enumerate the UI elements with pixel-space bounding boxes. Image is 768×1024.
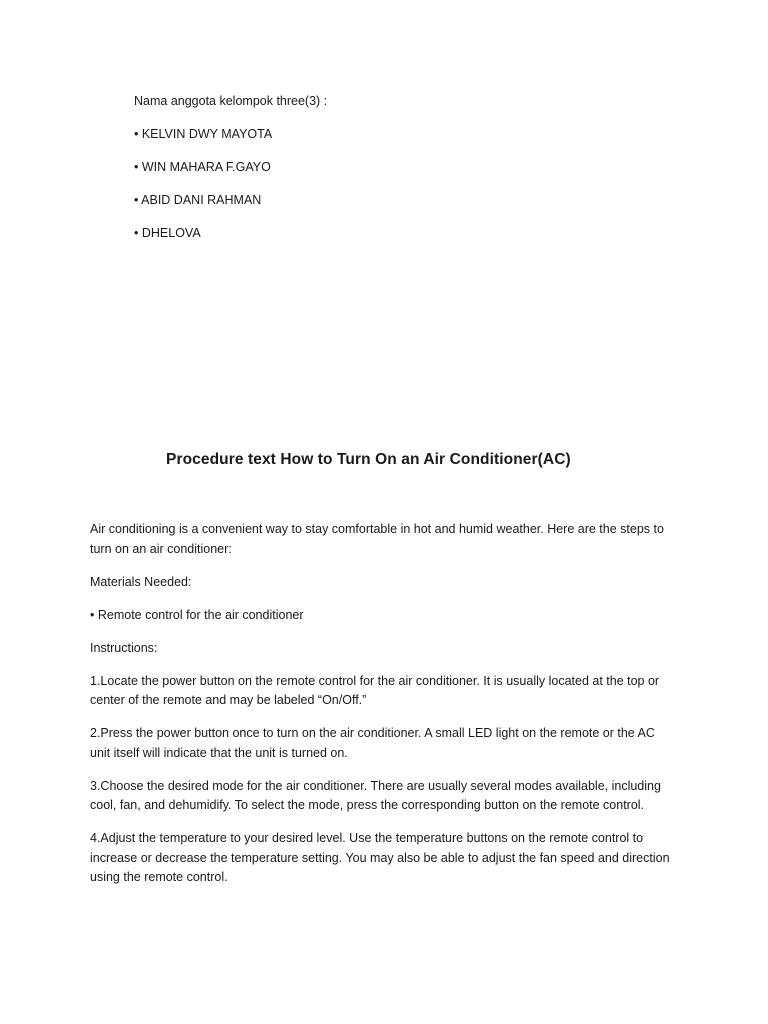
procedure-body — [90, 520, 674, 901]
instruction-step: 2.Press the power button once to turn on the air conditioner. A small LED light on the remote or the AC unit itself will indicate that the unit is turned on. — [90, 726, 655, 760]
document-title: Procedure text How to Turn On an Air Conditioner(AC) — [166, 451, 571, 468]
instructions-heading: Instructions: — [90, 640, 158, 655]
group-members-section — [134, 93, 327, 258]
member-item: • ABID DANI RAHMAN — [134, 193, 262, 207]
materials-heading: Materials Needed: — [90, 574, 192, 589]
member-item: • KELVIN DWY MAYOTA — [134, 127, 273, 141]
members-heading: Nama anggota kelompok three(3) : — [134, 94, 328, 108]
member-item: • WIN MAHARA F.GAYO — [134, 160, 271, 174]
instruction-step: 1.Locate the power button on the remote control for the air conditioner. It is usually located at the top or center of the remote and may be labeled “On/Off.” — [90, 673, 660, 707]
instruction-step: 3.Choose the desired mode for the air conditioner. There are usually several modes available, including cool, fan, and dehumidify. To select the mode, press the corresponding button on the remote control. — [90, 778, 661, 812]
materials-item: • Remote control for the air conditioner — [90, 607, 304, 622]
member-item: • DHELOVA — [134, 226, 201, 240]
instruction-step: 4.Adjust the temperature to your desired level. Use the temperature buttons on the remote control to increase or decrease the temperature setting. You may also be able to adjust the fan speed and direction using the remote control. — [90, 831, 670, 884]
intro-paragraph: Air conditioning is a convenient way to stay comfortable in hot and humid weather. Here are the steps to turn on an air conditioner: — [90, 522, 664, 556]
